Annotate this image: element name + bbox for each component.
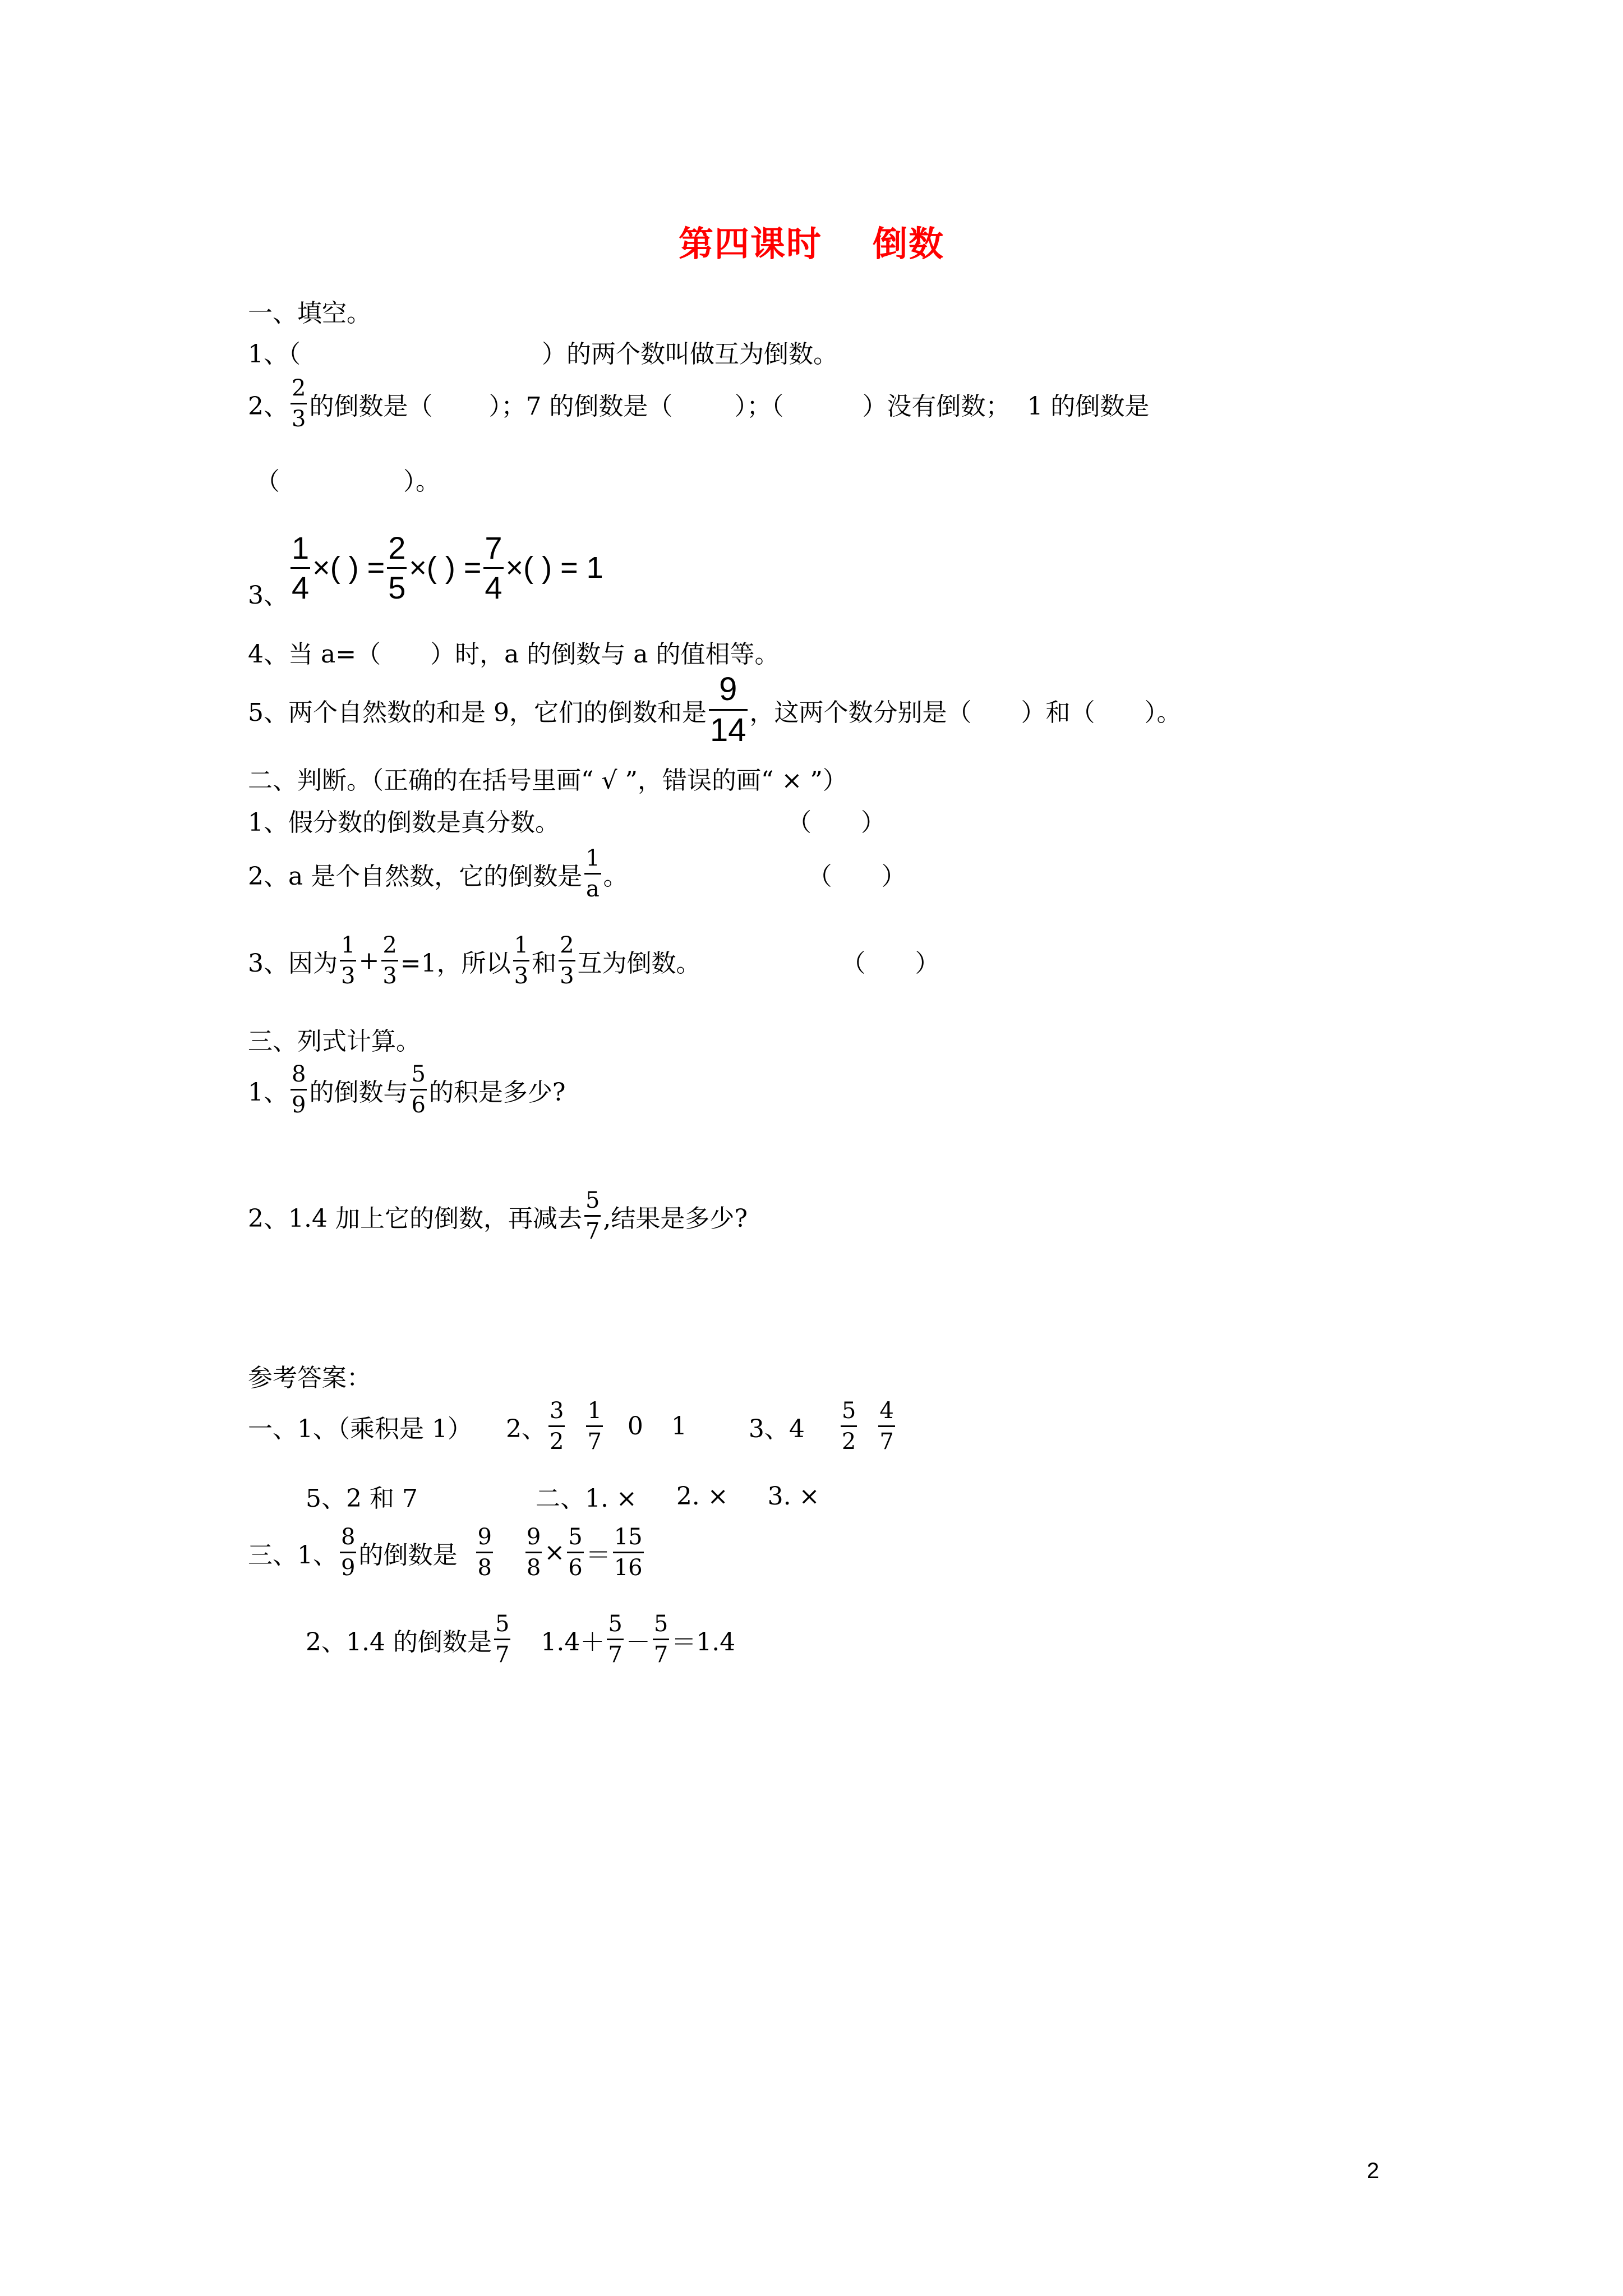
fraction: $\frac{5}{7}$ bbox=[653, 1611, 668, 1668]
title-topic: 倒数 bbox=[873, 223, 945, 264]
fraction: $\frac{15}{16}$ bbox=[614, 1524, 643, 1581]
fraction: $\frac{5}{2}$ bbox=[841, 1398, 856, 1455]
fraction: $\frac{1}{7}$ bbox=[587, 1398, 602, 1455]
calc-1: 1、 $\frac{8}{9}$ 的倒数与 $\frac{5}{6}$ 的积是多少? bbox=[248, 1061, 566, 1118]
fraction: $\frac{9}{8}$ bbox=[526, 1524, 541, 1581]
fraction: $\frac{1}{3}$ bbox=[514, 932, 529, 989]
calc-2: 2、1.4 加上它的倒数，再减去 $\frac{5}{7}$ ,结果是多少? bbox=[248, 1188, 748, 1244]
fraction: $\frac{2}{3}$ bbox=[560, 932, 574, 989]
fraction: $\frac{1}{a}$ bbox=[585, 845, 600, 902]
question-1-3: 3、 $\frac{1}{4}$ ×( ) = $\frac{2}{5}$ ×( ) = $\frac{7}{4}$ ×( ) = 1 bbox=[248, 530, 603, 610]
section-1-heading: 一、填空。 bbox=[248, 299, 371, 328]
section-2-heading: 二、判断。（正确的在括号里画“ √ ”，错误的画“ × ”） bbox=[248, 766, 847, 795]
question-1-4: 4、当 a=（ ）时，a 的倒数与 a 的值相等。 bbox=[248, 640, 780, 669]
answers-row-1: 一、1、（乘积是 1） 2、 $\frac{3}{2}$ $\frac{1}{7}$ 0 1 3、4 $\frac{5}{2}$ $\frac{4}{7}$ bbox=[248, 1398, 894, 1455]
answers-row-2: 5、2 和 7 二、1. × 2. × 3. × bbox=[306, 1481, 820, 1513]
page-title bbox=[0, 216, 1623, 266]
fraction: $\frac{8}{9}$ bbox=[341, 1524, 356, 1581]
fraction: $\frac{1}{4}$ bbox=[292, 530, 310, 605]
fraction: $\frac{8}{9}$ bbox=[292, 1061, 306, 1118]
fraction: $\frac{4}{7}$ bbox=[879, 1398, 894, 1455]
fraction: $\frac{9}{8}$ bbox=[477, 1524, 492, 1581]
title-lesson: 第四课时 bbox=[678, 223, 822, 264]
fraction: $\frac{5}{6}$ bbox=[411, 1061, 426, 1118]
fraction: $\frac{5}{6}$ bbox=[568, 1524, 583, 1581]
question-1-2-continued: （ ）。 bbox=[255, 467, 440, 496]
answers-heading: 参考答案： bbox=[248, 1364, 371, 1392]
answers-row-4: 2、1.4 的倒数是 $\frac{5}{7}$ 1.4＋ $\frac{5}{7}$ － $\frac{5}{7}$ ＝1.4 bbox=[306, 1611, 736, 1668]
fraction: $\frac{2}{5}$ bbox=[388, 530, 406, 605]
question-1-1: 1、（ ）的两个数叫做互为倒数。 bbox=[248, 340, 838, 369]
fraction: $\frac{2}{3}$ bbox=[382, 932, 397, 989]
fraction: $\frac{5}{7}$ bbox=[495, 1611, 510, 1668]
fraction: $\frac{5}{7}$ bbox=[585, 1188, 600, 1244]
fraction: $\frac{7}{4}$ bbox=[485, 530, 502, 605]
fraction: $\frac{9}{14}$ bbox=[709, 671, 746, 748]
fraction: $\frac{2}{3}$ bbox=[292, 375, 306, 432]
section-3-heading: 三、列式计算。 bbox=[248, 1027, 421, 1056]
page-number: 2 bbox=[1367, 2159, 1380, 2183]
question-1-2: 2、 $\frac{2}{3}$ 的倒数是（ ）；7 的倒数是（ ）；（ ）没有倒数； 1 的倒数是 bbox=[248, 375, 1150, 432]
answers-row-3: 三、1、 $\frac{8}{9}$ 的倒数是 $\frac{9}{8}$ $\frac{9}{8}$ × $\frac{5}{6}$ ＝ $\frac{15}{16}$ bbox=[248, 1524, 643, 1581]
fraction: $\frac{3}{2}$ bbox=[549, 1398, 564, 1455]
judgment-3: 3、因为 $\frac{1}{3}$ + $\frac{2}{3}$ =1，所以 $\frac{1}{3}$ 和 $\frac{2}{3}$ 互为倒数。 （ ） bbox=[248, 932, 940, 989]
fraction: $\frac{1}{3}$ bbox=[341, 932, 356, 989]
judgment-1: 1、假分数的倒数是真分数。 （ ） bbox=[248, 808, 886, 837]
question-1-5: 5、两个自然数的和是 9，它们的倒数和是 $\frac{9}{14}$ ，这两个数分别是（ ）和（ ）。 bbox=[248, 671, 1182, 748]
fraction: $\frac{5}{7}$ bbox=[608, 1611, 623, 1668]
judgment-2: 2、a 是个自然数，它的倒数是 $\frac{1}{a}$ 。 （ ） bbox=[248, 845, 906, 902]
